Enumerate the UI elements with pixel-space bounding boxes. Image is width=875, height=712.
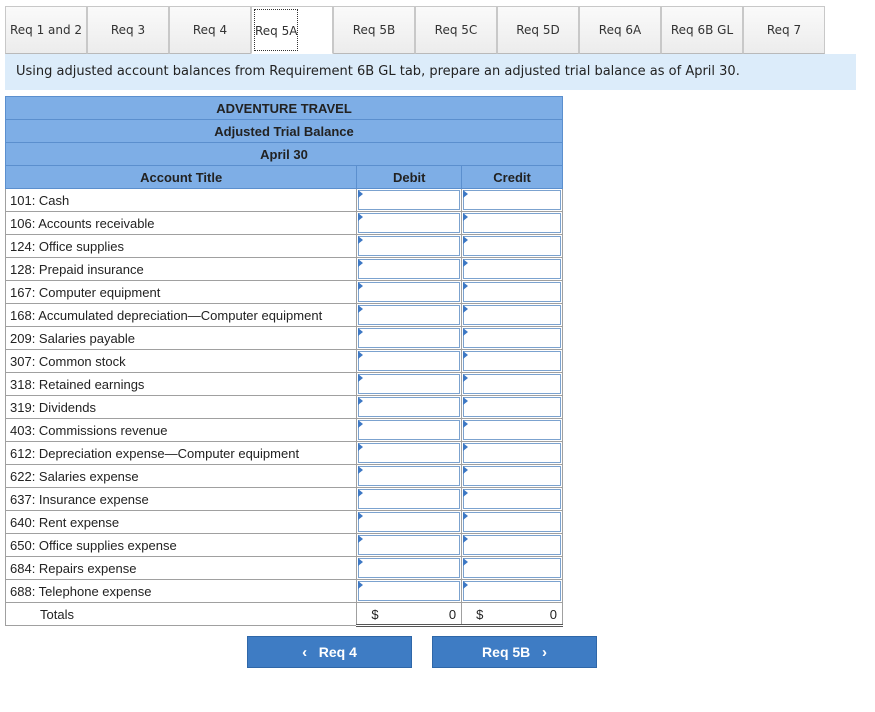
input-marker-icon [358,236,363,244]
debit-input-box[interactable] [358,328,460,348]
company-name: ADVENTURE TRAVEL [6,97,563,120]
debit-input[interactable] [357,304,462,327]
next-req-5b-button[interactable] [432,636,597,668]
debit-input[interactable] [357,350,462,373]
debit-input[interactable] [357,189,462,212]
debit-input-box[interactable] [358,190,460,210]
debit-input[interactable] [357,557,462,580]
input-marker-icon [463,213,468,221]
totals-row [6,603,563,626]
debit-input[interactable] [357,465,462,488]
input-marker-icon [463,328,468,336]
input-marker-icon [463,351,468,359]
tab-req-1-and-2[interactable]: Req 1 and 2 [5,6,87,54]
input-marker-icon [358,305,363,313]
account-title: 612: Depreciation expense—Computer equipment [6,442,357,465]
credit-input-box[interactable] [463,466,561,486]
table-row [6,488,563,511]
input-marker-icon [463,236,468,244]
account-title: 101: Cash [6,189,357,212]
credit-input[interactable] [462,396,563,419]
table-row [6,419,563,442]
credit-input-box[interactable] [463,259,561,279]
account-title: 124: Office supplies [6,235,357,258]
adjusted-trial-balance-table [5,96,563,627]
debit-currency: $ [371,607,379,622]
debit-input[interactable] [357,488,462,511]
account-title: 650: Office supplies expense [6,534,357,557]
table-row [6,580,563,603]
requirement-tabs [5,6,825,54]
credit-input[interactable] [462,189,563,212]
tab-req-4[interactable]: Req 4 [169,6,251,54]
table-row [6,189,563,212]
credit-input[interactable] [462,419,563,442]
input-marker-icon [463,420,468,428]
input-marker-icon [358,558,363,566]
credit-input[interactable] [462,373,563,396]
input-marker-icon [358,443,363,451]
account-title: 307: Common stock [6,350,357,373]
chevron-right-icon: › [541,644,547,661]
table-row [6,465,563,488]
debit-total [357,603,462,626]
tab-req-5a[interactable] [251,6,333,54]
account-title: 403: Commissions revenue [6,419,357,442]
input-marker-icon [358,512,363,520]
input-marker-icon [463,259,468,267]
credit-input-box[interactable] [463,535,561,555]
table-row [6,212,563,235]
debit-input[interactable] [357,258,462,281]
credit-input-box[interactable] [463,489,561,509]
credit-input[interactable] [462,465,563,488]
input-marker-icon [358,374,363,382]
input-marker-icon [463,581,468,589]
account-title: 209: Salaries payable [6,327,357,350]
debit-total-value: 0 [448,607,457,622]
prev-req-4-button[interactable] [247,636,412,668]
credit-input-box[interactable] [463,351,561,371]
tab-req-5c[interactable]: Req 5C [415,6,497,54]
credit-input-box[interactable] [463,512,561,532]
credit-input-box[interactable] [463,190,561,210]
input-marker-icon [463,489,468,497]
debit-input[interactable] [357,281,462,304]
input-marker-icon [358,466,363,474]
input-marker-icon [463,374,468,382]
debit-input[interactable] [357,327,462,350]
tab-req-5d[interactable]: Req 5D [497,6,579,54]
debit-input[interactable] [357,235,462,258]
input-marker-icon [358,489,363,497]
input-marker-icon [358,420,363,428]
statement-date: April 30 [6,143,563,166]
credit-input-box[interactable] [463,236,561,256]
debit-input[interactable] [357,534,462,557]
tab-req-7[interactable]: Req 7 [743,6,825,54]
credit-total-value: 0 [549,607,557,622]
debit-input-box[interactable] [358,443,460,463]
tab-req-6b-gl[interactable]: Req 6B GL [661,6,743,54]
table-row [6,235,563,258]
debit-input-box[interactable] [358,535,460,555]
credit-input[interactable] [462,258,563,281]
table-row [6,396,563,419]
table-row [6,511,563,534]
credit-input[interactable] [462,212,563,235]
debit-input-box[interactable] [358,420,460,440]
table-row [6,350,563,373]
debit-input-box[interactable] [358,282,460,302]
input-marker-icon [463,512,468,520]
credit-input[interactable] [462,557,563,580]
input-marker-icon [358,397,363,405]
debit-input[interactable] [357,580,462,603]
credit-input[interactable] [462,327,563,350]
table-row [6,442,563,465]
account-title: 688: Telephone expense [6,580,357,603]
prev-button-label: Req 4 [318,644,357,660]
chevron-left-icon: ‹ [302,644,308,661]
debit-input[interactable] [357,419,462,442]
input-marker-icon [358,190,363,198]
credit-currency: $ [476,607,484,622]
account-title: 637: Insurance expense [6,488,357,511]
debit-input-box[interactable] [358,236,460,256]
table-row [6,258,563,281]
debit-input-box[interactable] [358,374,460,394]
debit-input-box[interactable] [358,558,460,578]
tab-req-5a-label: Req 5A [254,9,298,51]
credit-input[interactable] [462,580,563,603]
credit-input[interactable] [462,350,563,373]
credit-input[interactable] [462,488,563,511]
debit-input-box[interactable] [358,259,460,279]
table-row [6,557,563,580]
table-row [6,281,563,304]
account-title: 319: Dividends [6,396,357,419]
credit-input-box[interactable] [463,581,561,601]
account-title: 640: Rent expense [6,511,357,534]
credit-input[interactable] [462,304,563,327]
credit-input[interactable] [462,235,563,258]
input-marker-icon [463,466,468,474]
account-title: 106: Accounts receivable [6,212,357,235]
account-title: 167: Computer equipment [6,281,357,304]
credit-input-box[interactable] [463,374,561,394]
debit-input[interactable] [357,442,462,465]
debit-input[interactable] [357,373,462,396]
col-header-credit: Credit [462,166,563,189]
table-row [6,373,563,396]
debit-input-box[interactable] [358,512,460,532]
input-marker-icon [463,190,468,198]
debit-input-box[interactable] [358,351,460,371]
credit-input[interactable] [462,534,563,557]
input-marker-icon [358,351,363,359]
input-marker-icon [358,259,363,267]
credit-total [462,603,563,626]
table-row [6,534,563,557]
debit-input[interactable] [357,511,462,534]
input-marker-icon [358,213,363,221]
credit-input-box[interactable] [463,305,561,325]
tab-req-6a[interactable]: Req 6A [579,6,661,54]
account-title: 128: Prepaid insurance [6,258,357,281]
debit-input-box[interactable] [358,213,460,233]
col-header-account-title: Account Title [6,166,357,189]
account-title: 318: Retained earnings [6,373,357,396]
debit-input-box[interactable] [358,397,460,417]
input-marker-icon [463,443,468,451]
statement-title: Adjusted Trial Balance [6,120,563,143]
table-row [6,327,563,350]
table-row [6,304,563,327]
credit-input-box[interactable] [463,558,561,578]
tab-req-5b[interactable]: Req 5B [333,6,415,54]
totals-label: Totals [6,603,357,626]
input-marker-icon [358,282,363,290]
input-marker-icon [463,535,468,543]
debit-input-box[interactable] [358,489,460,509]
input-marker-icon [463,397,468,405]
input-marker-icon [358,328,363,336]
debit-input-box[interactable] [358,305,460,325]
debit-input-box[interactable] [358,466,460,486]
input-marker-icon [463,558,468,566]
credit-input-box[interactable] [463,443,561,463]
input-marker-icon [358,535,363,543]
col-header-debit: Debit [357,166,462,189]
debit-input[interactable] [357,396,462,419]
credit-input-box[interactable] [463,213,561,233]
instruction-banner: Using adjusted account balances from Requirement 6B GL tab, prepare an adjusted trial balance as of April 30. [5,54,856,90]
credit-input-box[interactable] [463,397,561,417]
account-title: 622: Salaries expense [6,465,357,488]
next-button-label: Req 5B [482,644,531,660]
credit-input-box[interactable] [463,282,561,302]
input-marker-icon [463,305,468,313]
account-title: 168: Accumulated depreciation—Computer equipment [6,304,357,327]
tab-req-3[interactable]: Req 3 [87,6,169,54]
debit-input-box[interactable] [358,581,460,601]
credit-input[interactable] [462,442,563,465]
debit-input[interactable] [357,212,462,235]
input-marker-icon [463,282,468,290]
credit-input[interactable] [462,511,563,534]
credit-input[interactable] [462,281,563,304]
credit-input-box[interactable] [463,420,561,440]
input-marker-icon [358,581,363,589]
account-title: 684: Repairs expense [6,557,357,580]
credit-input-box[interactable] [463,328,561,348]
